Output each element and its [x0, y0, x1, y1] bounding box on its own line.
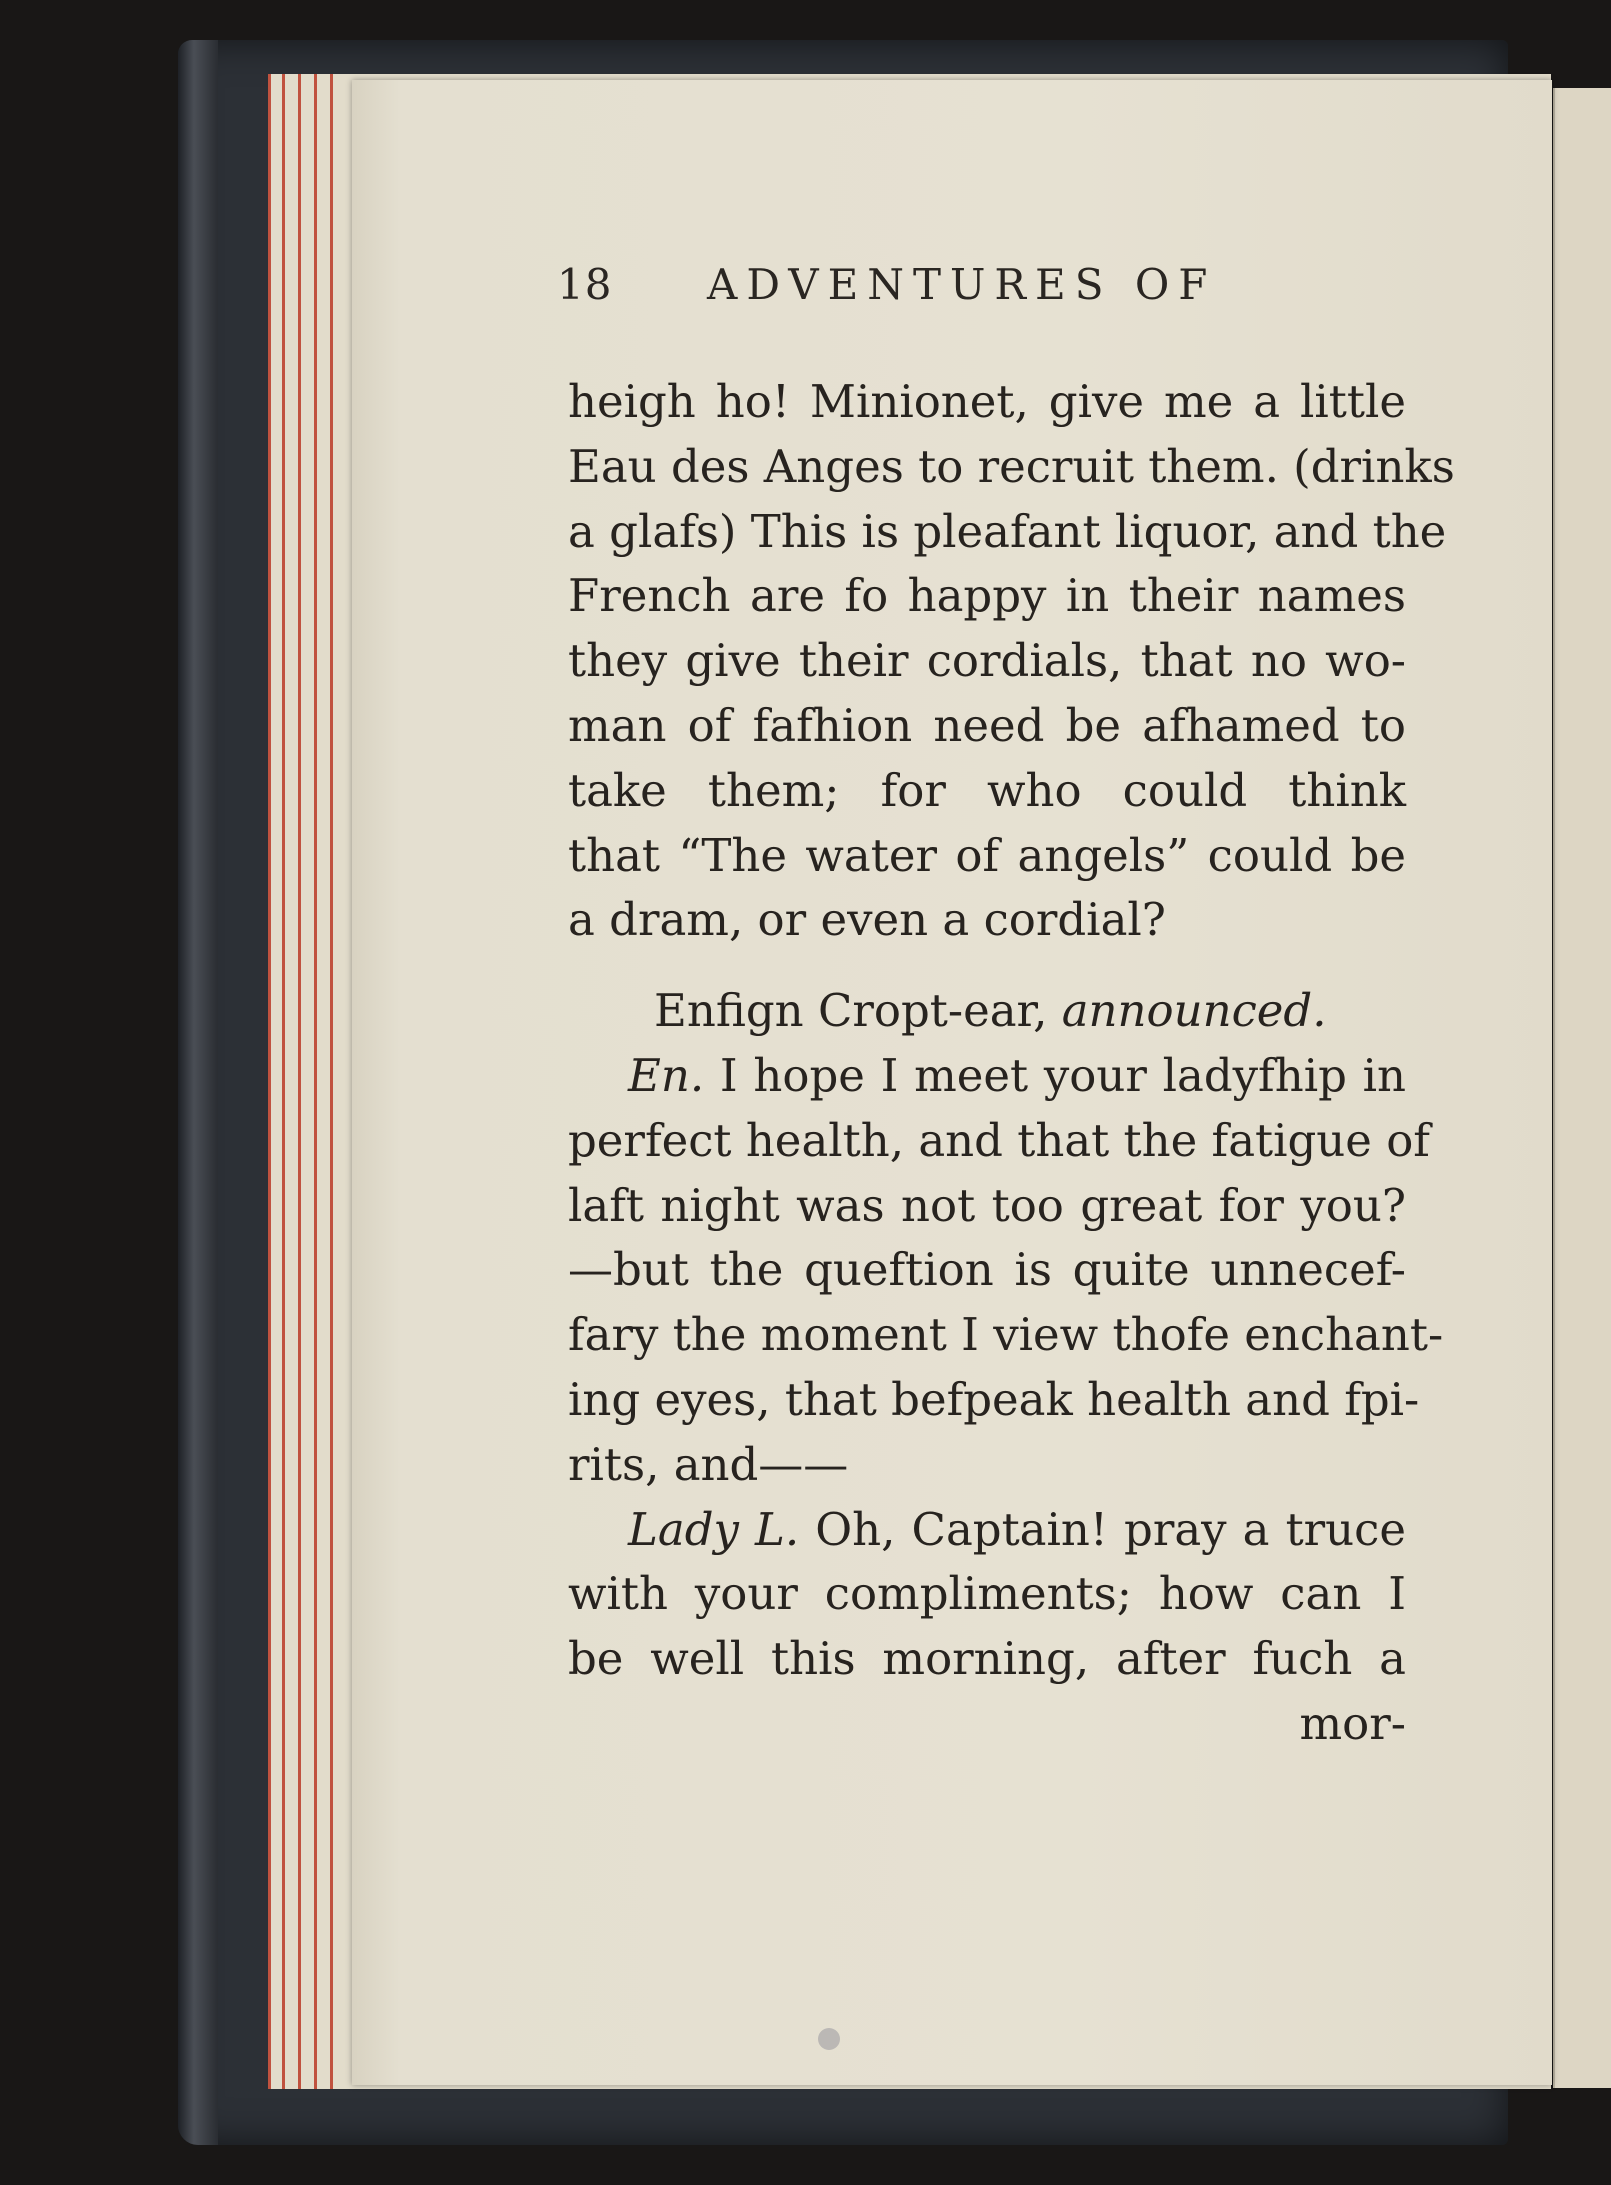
page-text [568, 370, 1455, 1757]
text-line: be well this morning, after fuch a [568, 1632, 1406, 1686]
page-number: 18 [557, 260, 613, 309]
speech-text: I hope I meet your ladyfhip in [719, 1048, 1406, 1102]
book-spine [178, 40, 218, 2145]
speech-first-line [568, 1044, 1406, 1109]
ink-smudge [818, 2028, 840, 2050]
text-line: perfect health, and that the fatigue of [568, 1113, 1430, 1167]
character-name: Enfign Cropt-ear, [654, 984, 1048, 1038]
text-line: —but the queftion is quite unnecef- [568, 1243, 1406, 1297]
text-line: they give their cordials, that no wo- [568, 634, 1406, 688]
stage-action: announced. [1061, 984, 1327, 1038]
text-line: French are fo happy in their names [568, 569, 1406, 623]
speech-first-line [568, 1498, 1406, 1563]
text-line: a dram, or even a cordial? [568, 893, 1166, 947]
text-line: man of fafhion need be afhamed to [568, 698, 1406, 752]
text-line: take them; for who could think [568, 763, 1406, 817]
text-line: that “The water of angels” could be [568, 828, 1406, 882]
text-line: laft night was not too great for you? [568, 1178, 1406, 1232]
stage-direction [568, 979, 1406, 1044]
speaker-label: En. [628, 1048, 705, 1102]
running-title: ADVENTURES OF [707, 260, 1217, 309]
text-line: fary the moment I view thofe enchant- [568, 1308, 1444, 1362]
text-line: with your compliments; how can I [568, 1567, 1406, 1621]
speech-text: Oh, Captain! pray a truce [815, 1502, 1406, 1556]
text-line: Eau des Anges to recruit them. (drinks [568, 439, 1455, 493]
text-line: rits, and—— [568, 1437, 849, 1491]
text-line: ing eyes, that befpeak health and fpi- [568, 1372, 1420, 1426]
text-line: a glafs) This is pleafant liquor, and the [568, 504, 1447, 558]
speaker-label: Lady L. [628, 1502, 800, 1556]
text-line: heigh ho! Minionet, give me a little [568, 375, 1406, 428]
running-head [557, 260, 1337, 330]
catchword: mor- [1299, 1696, 1406, 1750]
facing-page-edge [1553, 88, 1611, 2088]
